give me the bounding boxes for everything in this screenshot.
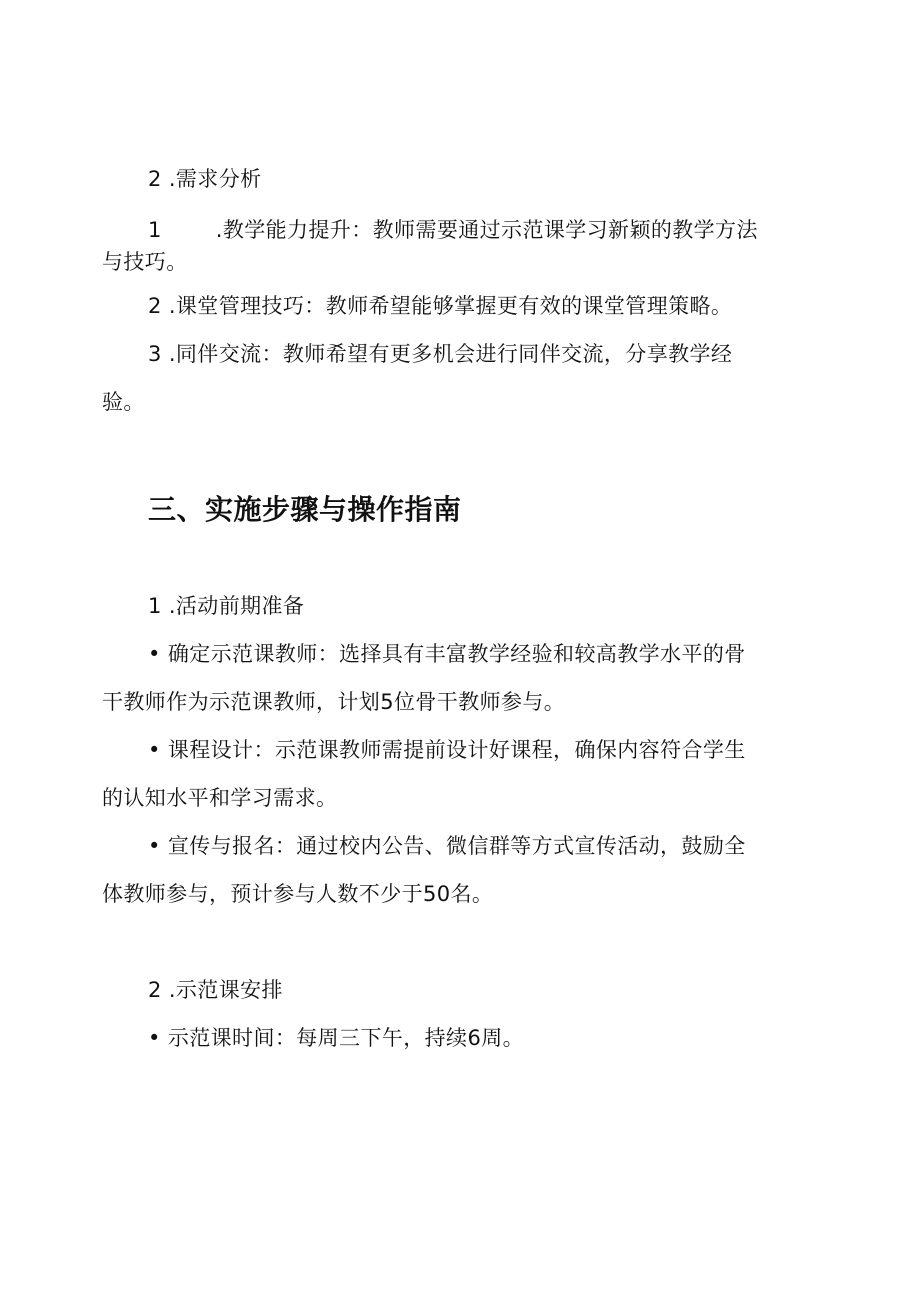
needs-item-1-line-1 — [148, 216, 758, 244]
prep-bullet-3-line-2: 体教师参与，预计参与人数不少于50名。 — [102, 882, 494, 906]
chapter-title: 三、实施步骤与操作指南 — [148, 493, 462, 526]
needs-item-3-line-2: 验。 — [102, 390, 145, 414]
prep-bullet-2-line-1: • 课程设计：示范课教师需提前设计好课程，确保内容符合学生 — [148, 738, 746, 762]
section-heading-needs-analysis: 2 .需求分析 — [148, 167, 262, 191]
prep-bullet-1-line-1: • 确定示范课教师：选择具有丰富教学经验和较高教学水平的骨 — [148, 642, 746, 666]
needs-item-3-line-1: 3 .同伴交流：教师希望有更多机会进行同伴交流，分享教学经 — [148, 342, 733, 366]
prep-bullet-3-line-1: • 宣传与报名：通过校内公告、微信群等方式宣传活动，鼓励全 — [148, 834, 746, 858]
schedule-heading: 2 .示范课安排 — [148, 978, 283, 1002]
needs-item-1-line-2: 与技巧。 — [102, 250, 188, 274]
needs-item-1-number: 1 — [148, 218, 162, 242]
prep-bullet-2-line-2: 的认知水平和学习需求。 — [102, 786, 338, 810]
needs-item-1-text: .教学能力提升：教师需要通过示范课学习新颖的教学方法 — [215, 218, 758, 242]
prep-bullet-1-line-2: 干教师作为示范课教师，计划5位骨干教师参与。 — [102, 690, 566, 714]
needs-item-2: 2 .课堂管理技巧：教师希望能够掌握更有效的课堂管理策略。 — [148, 294, 733, 318]
schedule-bullet-1: • 示范课时间：每周三下午，持续6周。 — [148, 1026, 525, 1050]
prep-heading: 1 .活动前期准备 — [148, 594, 305, 618]
